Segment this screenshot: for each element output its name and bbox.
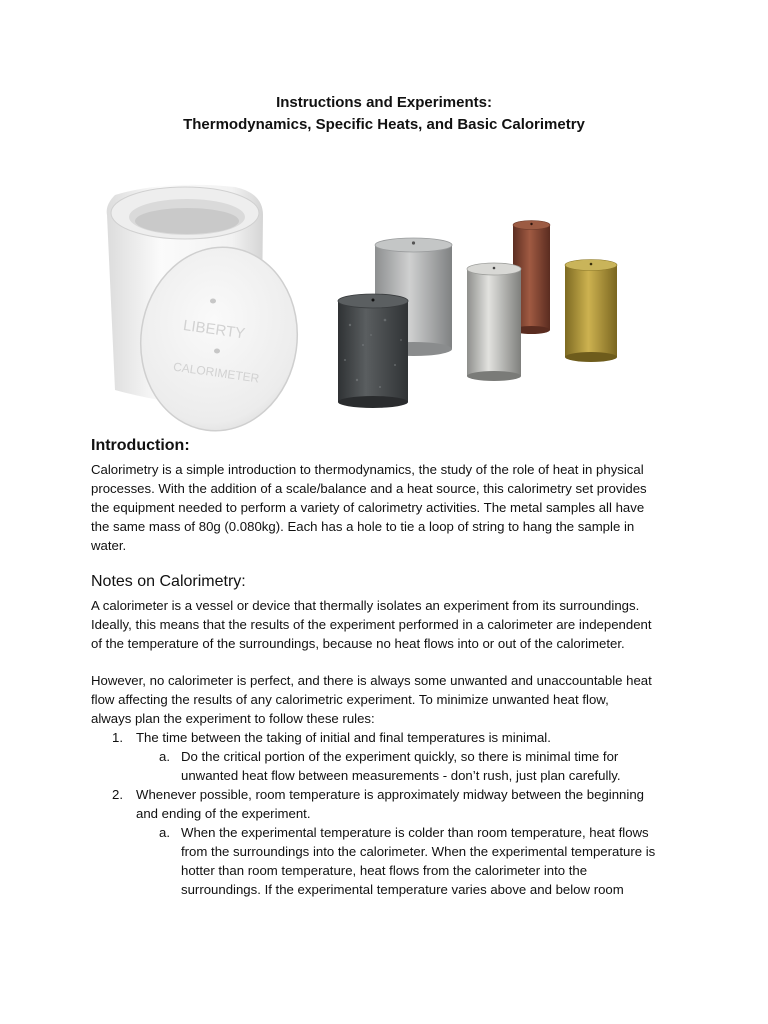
- lid-embossed-brand: LIBERTY: [182, 317, 247, 343]
- rule-1-text: The time between the taking of initial and final temperatures is minimal.: [136, 730, 551, 745]
- notes-heading: Notes on Calorimetry:: [91, 573, 246, 590]
- notes-paragraph-2: [91, 671, 691, 728]
- brass-cylinder: [565, 260, 617, 363]
- paragraph-line: flow affecting the results of any calorimetric experiment. To minimize unwanted heat flow,: [91, 692, 609, 707]
- paragraph-line: Ideally, this means that the results of the experiment performed in a calorimeter are independent: [91, 617, 652, 632]
- introduction-heading: Introduction:: [91, 437, 190, 454]
- paragraph-line: the equipment needed to perform a variety of calorimetry activities. The metal samples all have: [91, 500, 645, 515]
- rule-2a-line: When the experimental temperature is colder than room temperature, heat flows: [181, 825, 649, 840]
- rule-2a-line: surroundings. If the experimental temperature varies above and below room: [181, 882, 624, 897]
- granite-cylinder: [338, 294, 408, 408]
- calorimeter-product-photo: [95, 175, 655, 435]
- paragraph-line: processes. With the addition of a scale/balance and a heat source, this calorimetry set provides: [91, 481, 647, 496]
- list-marker: 1.: [112, 730, 123, 745]
- list-marker: 2.: [112, 787, 123, 802]
- paragraph-line: Calorimetry is a simple introduction to thermodynamics, the study of the role of heat in physical: [91, 462, 644, 477]
- paragraph-line: the same mass of 80g (0.080kg). Each has a hole to tie a loop of string to hang the sample in: [91, 519, 635, 534]
- paragraph-line: However, no calorimeter is perfect, and there is always some unwanted and unaccountable heat: [91, 673, 652, 688]
- rule-2-line: Whenever possible, room temperature is approximately midway between the beginning: [136, 787, 644, 802]
- rule-2-line: and ending of the experiment.: [136, 806, 311, 821]
- introduction-paragraph: [91, 460, 691, 555]
- rule-1a-line: Do the critical portion of the experiment quickly, so there is minimal time for: [181, 749, 619, 764]
- paragraph-line: A calorimeter is a vessel or device that thermally isolates an experiment from its surroundings.: [91, 598, 640, 613]
- rule-1a-line: unwanted heat flow between measurements - don’t rush, just plan carefully.: [181, 768, 621, 783]
- document-title-line-2: Thermodynamics, Specific Heats, and Basic Calorimetry: [183, 116, 585, 133]
- notes-paragraph-1: [91, 596, 691, 653]
- rule-2a-line: hotter than room temperature, heat flows from the calorimeter into the: [181, 863, 588, 878]
- list-marker: a.: [159, 825, 170, 840]
- paragraph-line: of the temperature of the surroundings, because no heat flows into or out of the calorimeter.: [91, 636, 625, 651]
- paragraph-line: water.: [91, 538, 127, 553]
- lid-embossed-label: CALORIMETER: [172, 359, 261, 386]
- list-marker: a.: [159, 749, 170, 764]
- document-title-line-1: Instructions and Experiments:: [276, 94, 492, 111]
- rule-2a-line: from the surroundings into the calorimeter. When the experimental temperature is: [181, 844, 656, 859]
- paragraph-line: always plan the experiment to follow these rules:: [91, 711, 375, 726]
- steel-cylinder: [467, 263, 521, 381]
